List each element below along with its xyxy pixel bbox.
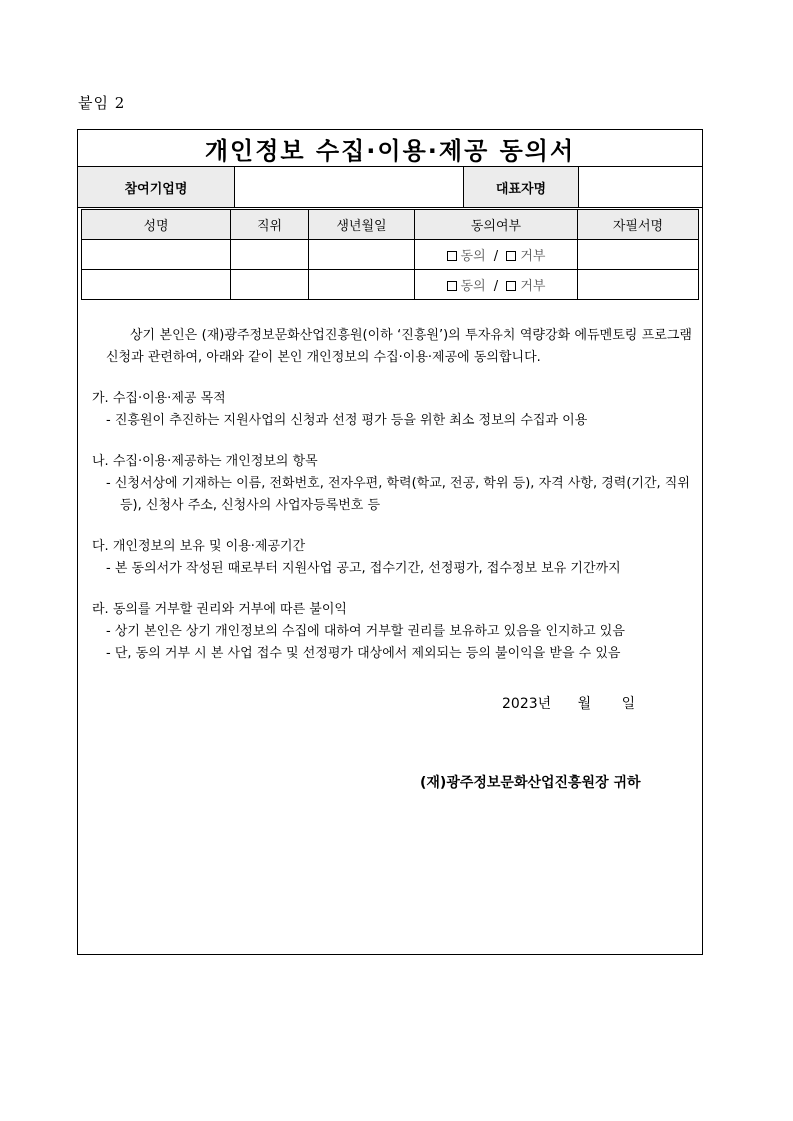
section-item: - 상기 본인은 상기 개인정보의 수집에 대하여 거부할 권리를 보유하고 있음을 인지하고 있음 (106, 624, 625, 639)
agree-checkbox[interactable] (447, 281, 457, 291)
name-field[interactable] (82, 240, 231, 270)
separator: / (493, 249, 499, 264)
attachment-label: 붙임 2 (78, 94, 126, 112)
header-name: 성명 (82, 210, 231, 240)
section-item: - 본 동의서가 작성된 때로부터 지원사업 공고, 접수기간, 선정평가, 접수정보 보유 기간까지 (106, 561, 621, 576)
company-name-field[interactable] (235, 167, 464, 207)
table-header-row (82, 210, 699, 240)
date-line (502, 693, 635, 713)
consent-form (77, 129, 703, 955)
refuse-label: 거부 (520, 249, 546, 264)
refuse-checkbox[interactable] (506, 281, 516, 291)
birthdate-field[interactable] (309, 270, 415, 300)
section-item: - 진흥원이 추진하는 지원사업의 신청과 선정 평가 등을 위한 최소 정보의 수집과 이용 (106, 413, 588, 428)
position-field[interactable] (231, 240, 309, 270)
agree-label: 동의 (460, 249, 486, 264)
consent-choice (415, 270, 578, 300)
header-consent: 동의여부 (415, 210, 578, 240)
intro-paragraph: 상기 본인은 (재)광주정보문화산업진흥원(이하 ‘진흥원’)의 투자유치 역량강화 에듀멘토링 프로그램 신청과 관련하여, 아래와 같이 본인 개인정보의 수집·이용·제공에 동의합니다. (106, 328, 692, 365)
section-refusal (92, 599, 692, 665)
section-purpose (92, 388, 692, 432)
header-signature: 자필서명 (578, 210, 699, 240)
birthdate-field[interactable] (309, 240, 415, 270)
agree-checkbox[interactable] (447, 251, 457, 261)
section-heading: 가. 수집·이용·제공 목적 (92, 391, 226, 406)
name-field[interactable] (82, 270, 231, 300)
form-title: 개인정보 수집·이용·제공 동의서 (78, 130, 702, 167)
representative-field[interactable] (579, 167, 702, 207)
date-year: 2023년 (502, 696, 552, 712)
separator: / (493, 279, 499, 294)
date-day: 일 (621, 696, 636, 712)
section-heading: 라. 동의를 거부할 권리와 거부에 따른 불이익 (92, 602, 347, 617)
section-period (92, 536, 692, 580)
participant-table (81, 209, 699, 300)
table-row (82, 270, 699, 300)
section-heading: 나. 수집·이용·제공하는 개인정보의 항목 (92, 454, 318, 469)
date-month: 월 (577, 696, 592, 712)
section-item: - 단, 동의 거부 시 본 사업 접수 및 선정평가 대상에서 제외되는 등의 불이익을 받을 수 있음 (106, 646, 621, 661)
company-name-label: 참여기업명 (78, 167, 235, 207)
section-item: - 신청서상에 기재하는 이름, 전화번호, 전자우편, 학력(학교, 전공, 학위 등), 자격 사항, 경력(기간, 직위 등), 신청사 주소, 신청사의 사업자등록번호 등 (106, 476, 690, 513)
recipient-line: (재)광주정보문화산업진흥원장 귀하 (420, 775, 641, 791)
agree-label: 동의 (460, 279, 486, 294)
position-field[interactable] (231, 270, 309, 300)
header-position: 직위 (231, 210, 309, 240)
refuse-label: 거부 (520, 279, 546, 294)
signature-field[interactable] (578, 240, 699, 270)
consent-body (92, 325, 692, 665)
section-heading: 다. 개인정보의 보유 및 이용·제공기간 (92, 539, 306, 554)
header-birthdate: 생년월일 (309, 210, 415, 240)
signature-field[interactable] (578, 270, 699, 300)
refuse-checkbox[interactable] (506, 251, 516, 261)
table-row (82, 240, 699, 270)
company-info-row (78, 167, 702, 208)
section-items (92, 451, 692, 517)
consent-choice (415, 240, 578, 270)
representative-label: 대표자명 (464, 167, 579, 207)
